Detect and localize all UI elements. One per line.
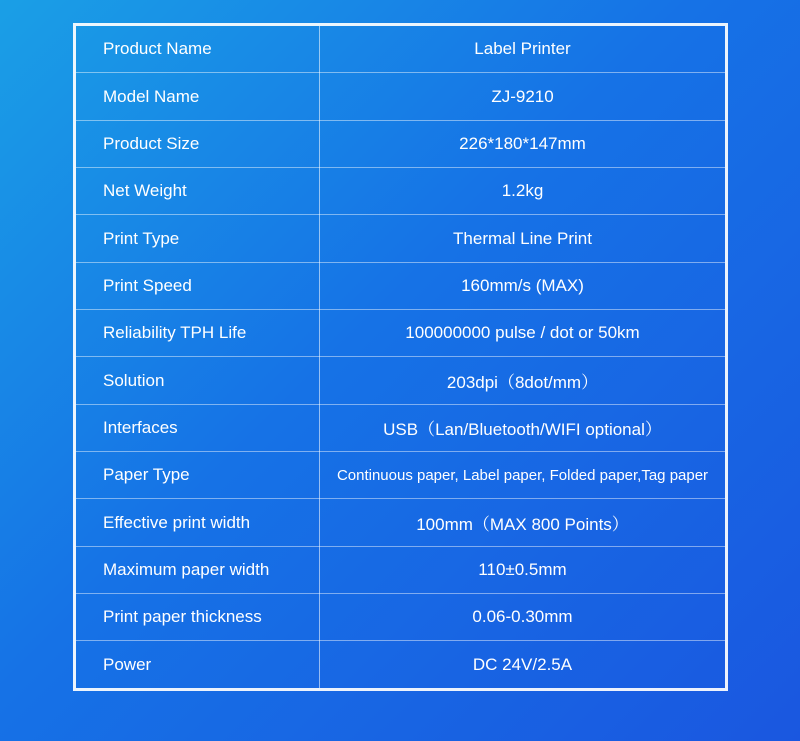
spec-label: Power xyxy=(76,641,320,688)
spec-table xyxy=(76,26,725,688)
spec-value: 203dpi（8dot/mm） xyxy=(320,357,726,404)
spec-label: Solution xyxy=(76,357,320,404)
spec-value: 100mm（MAX 800 Points） xyxy=(320,499,726,546)
spec-value: DC 24V/2.5A xyxy=(472,654,573,674)
spec-label: Model Name xyxy=(76,73,320,120)
spec-value: 160mm/s (MAX) xyxy=(320,262,726,309)
spec-label: Interfaces xyxy=(76,404,320,451)
spec-label: Maximum paper width xyxy=(76,546,320,593)
spec-row-solution xyxy=(76,357,725,404)
spec-value: USB（Lan/Bluetooth/WIFI optional） xyxy=(320,404,726,451)
spec-value: 110±0.5mm xyxy=(320,546,726,593)
spec-value: Label Printer xyxy=(320,26,726,73)
spec-label: Product Name xyxy=(76,26,320,73)
spec-row-interfaces xyxy=(76,404,725,451)
spec-row-print-speed xyxy=(76,262,725,309)
spec-value: ZJ-9210 xyxy=(320,73,726,120)
spec-label: Print Speed xyxy=(76,262,320,309)
spec-row-maximum-paper-width xyxy=(76,546,725,593)
spec-label: Print paper thickness xyxy=(76,594,320,641)
spec-label: Reliability TPH Life xyxy=(76,310,320,357)
spec-value: Thermal Line Print xyxy=(320,215,726,262)
spec-row-paper-type xyxy=(76,452,725,499)
spec-row-net-weight xyxy=(76,168,725,215)
spec-row-effective-print-width xyxy=(76,499,725,546)
spec-table-frame xyxy=(73,23,728,691)
spec-label: Net Weight xyxy=(76,168,320,215)
spec-row-power xyxy=(76,641,725,688)
spec-row-product-name xyxy=(76,26,725,73)
spec-value: 226*180*147mm xyxy=(320,120,726,167)
spec-value: 0.06-0.30mm xyxy=(320,594,726,641)
spec-row-print-paper-thickness xyxy=(76,594,725,641)
spec-value: 100000000 pulse / dot or 50km xyxy=(320,310,726,357)
spec-label: Print Type xyxy=(76,215,320,262)
spec-row-reliability xyxy=(76,310,725,357)
spec-label: Effective print width xyxy=(76,499,320,546)
spec-row-model-name xyxy=(76,73,725,120)
spec-row-product-size xyxy=(76,120,725,167)
spec-value: 1.2kg xyxy=(320,168,726,215)
spec-row-print-type xyxy=(76,215,725,262)
spec-label: Product Size xyxy=(76,120,320,167)
spec-label: Paper Type xyxy=(76,452,320,499)
spec-value: Continuous paper, Label paper, Folded paper,Tag paper xyxy=(320,452,726,499)
